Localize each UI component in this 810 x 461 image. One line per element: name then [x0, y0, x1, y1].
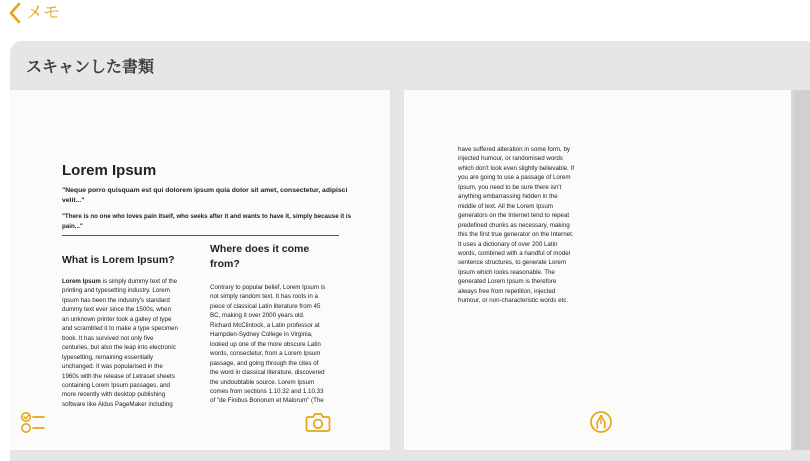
doc-divider: [62, 235, 339, 236]
markup-button[interactable]: [589, 410, 613, 434]
doc-page2-text: have suffered alteration in some form, by injected humour, or randomised words which don't look even slightly believable. If you are going to use a passage of Lorem Ipsum, you need to be sure there isn't anything embarrassing hidden in the middle of text. All the Lorem Ipsum generators on the Internet tend to repeat predefined chunks as necessary, making this the first true generator on the Internet. It uses a dictionary of over 200 Latin words, combined with a handful of model sentence structures, to generate Lorem Ipsum which looks reasonable. The generated Lorem Ipsum is therefore always free from repetition, injected humour, or non-characteristic words etc.: [458, 146, 575, 305]
back-button-label: メモ: [26, 3, 60, 23]
camera-button[interactable]: [305, 411, 331, 433]
doc-column-right: Contrary to popular belief, Lorem Ipsum is not simply random text. It has roots in a piece of classical Latin literature from 45 BC, making it over 2000 years old. Richard McClintock, a Latin professor at Hampden-Sydney College in Virginia, looked up one of the more obscure Latin words, consectetur, from a Lorem Ipsum passage, and going through the cites of the word in classical literature, discovered the undoubtable source. Lorem Ipsum comes from sections 1.10.32 and 1.10.33 of "de Finibus Bonorum et Malorum" (The: [210, 284, 326, 405]
doc-column-left-text: is simply dummy text of the printing and typesetting industry. Lorem Ipsum has been the industry's standard dummy text ever since the 1500s, when an unknown printer took a galley of type and scrambled it to make a type specimen book. It has survived not only five centuries, but also the leap into electronic typesetting, remaining essentially unchanged. It was popularised in the 1960s with the release of Letraset sheets containing Lorem Ipsum passages, and more recently with desktop publishing software like Aldus PageMaker including: [62, 278, 178, 408]
camera-icon: [305, 411, 331, 433]
back-button[interactable]: [8, 2, 60, 24]
checklist-button[interactable]: [20, 411, 46, 435]
markup-pen-icon: [589, 410, 613, 434]
scanned-page-1[interactable]: [10, 90, 390, 450]
doc-title: Lorem Ipsum: [62, 162, 157, 179]
bottom-toolbar: [0, 403, 810, 450]
doc-column-left: [62, 277, 197, 409]
doc-heading-left: What is Lorem Ipsum?: [62, 254, 175, 266]
scanned-page-2[interactable]: [404, 90, 794, 450]
chevron-left-icon: [8, 2, 22, 24]
doc-heading-right: Where does it come from?: [210, 243, 310, 270]
gallery-title: スキャンした書類: [26, 57, 155, 76]
doc-quote-2: "There is no one who loves pain itself, who seeks after it and wants to have it, simply because it is pain...": [62, 213, 352, 230]
doc-quote-1: "Neque porro quisquam est qui dolorem ipsum quia dolor sit amet, consectetur, adipisci velit...": [62, 187, 348, 204]
checklist-icon: [20, 411, 46, 435]
next-page-peek: [794, 90, 810, 450]
navigation-bar: [0, 0, 810, 32]
doc-column-left-lead: Lorem Ipsum: [62, 278, 101, 285]
